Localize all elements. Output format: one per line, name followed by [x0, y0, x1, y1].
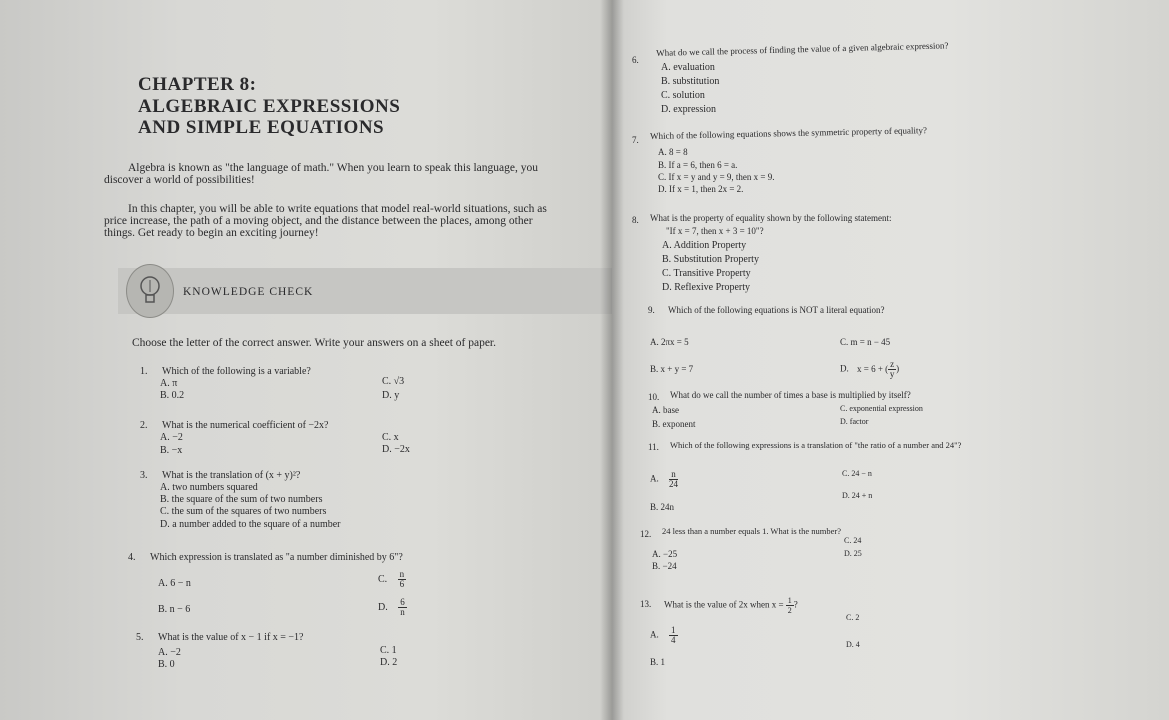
question-number: 11.: [648, 442, 659, 452]
choice-a: A. 2πx = 5: [650, 337, 689, 347]
choice-c: C. 24 − n: [842, 469, 872, 478]
numerator: n: [669, 470, 678, 480]
choice-c: C. 24: [844, 536, 862, 545]
numerator: n: [399, 569, 405, 579]
question-text: Which of the following equations shows the symmetric property of equality?: [650, 125, 928, 141]
choice-b: B. 0: [158, 659, 175, 670]
choice-a: A. π: [160, 378, 178, 389]
choice-d: D. If x = 1, then 2x = 2.: [658, 184, 744, 194]
choice-a: A. 6 − n: [158, 578, 191, 589]
intro-text: price increase, the path of a moving object, and the distance between the places, among other: [104, 215, 533, 227]
choice-a: A. −2: [160, 432, 183, 443]
knowledge-check-heading: KNOWLEDGE CHECK: [183, 286, 314, 298]
numerator: 1: [787, 596, 792, 605]
choice-b: B. 1: [650, 657, 666, 667]
choice-d: [840, 360, 899, 379]
denominator: 24: [669, 479, 678, 489]
choice-c: C. solution: [661, 90, 705, 101]
instructions: Choose the letter of the correct answer. Write your answers on a sheet of paper.: [132, 337, 497, 349]
question-text: What is the value of x − 1 if x = −1?: [158, 632, 304, 643]
book-spine-shadow: [600, 0, 624, 720]
denominator: n: [400, 607, 405, 617]
choice-c: C. the sum of the squares of two numbers: [160, 506, 327, 517]
choice-b: B. exponent: [652, 419, 696, 429]
denominator: 4: [671, 635, 676, 645]
choice-c: C. If x = y and y = 9, then x = 9.: [658, 172, 775, 182]
right-page: [612, 0, 1169, 720]
question-text: Which of the following is a variable?: [162, 366, 311, 377]
choice-d: D. a number added to the square of a number: [160, 519, 341, 530]
choice-c: C. 2: [846, 613, 860, 622]
chapter-title-line1: ALGEBRAIC EXPRESSIONS: [138, 96, 401, 117]
question-number: 4.: [128, 552, 136, 563]
choice-label: D.: [378, 601, 388, 613]
choice-c: C. x: [382, 432, 399, 443]
choice-b: B. substitution: [661, 76, 720, 87]
choice-d: D. expression: [661, 104, 716, 115]
fraction: [888, 360, 896, 379]
choice-b: B. n − 6: [158, 604, 191, 615]
choice-c: C. m = n − 45: [840, 337, 891, 347]
question-number: 6.: [632, 55, 639, 65]
choice-a: A. Addition Property: [662, 240, 747, 251]
choice-b: B. Substitution Property: [662, 254, 759, 265]
question-number: 13.: [640, 599, 652, 609]
choice-d: D. Reflexive Property: [662, 282, 751, 293]
expression: ): [896, 363, 900, 374]
choice-c: C. √3: [382, 376, 405, 387]
intro-text: In this chapter, you will be able to write equations that model real-world situations, such as: [128, 203, 547, 215]
numerator: 1: [671, 625, 676, 635]
choice-c: C. Transitive Property: [662, 268, 751, 279]
question-number: 12.: [640, 529, 652, 539]
question-text: What is the value of 2x when x = $\frac{1}{2}$ ?: [664, 596, 798, 615]
choice-label: A.: [650, 629, 659, 640]
expression: x = 6 + (: [857, 363, 889, 374]
choice-b: B. −x: [160, 445, 183, 456]
fraction: [669, 470, 678, 489]
question-text: What do we call the number of times a base is multiplied by itself?: [670, 390, 911, 400]
question-number: 2.: [140, 420, 148, 431]
choice-b: B. 0.2: [160, 390, 185, 401]
fraction: [398, 570, 407, 589]
choice-d: D. factor: [840, 417, 869, 426]
denominator: 6: [399, 579, 405, 589]
choice-d: D. 24 + n: [842, 491, 873, 500]
fraction: [398, 598, 407, 617]
fraction: [786, 596, 794, 615]
question-text: Which expression is translated as "a number diminished by 6"?: [150, 552, 403, 563]
choice-d: D. 25: [844, 549, 862, 558]
question-number: 9.: [648, 305, 655, 315]
choice-d: D. y: [382, 390, 400, 401]
choice-label: C.: [378, 573, 388, 585]
intro-text: Algebra is known as "the language of math." When you learn to speak this language, you: [128, 162, 538, 174]
question-text: What is the translation of (x + y)²?: [162, 470, 301, 481]
choice-b: B. x + y = 7: [650, 364, 694, 374]
denominator: y: [889, 369, 895, 379]
question-number: 3.: [140, 470, 148, 481]
question-text: Which of the following expressions is a translation of "the ratio of a number and 24"?: [670, 440, 962, 450]
choice-d: D. 2: [380, 657, 398, 668]
question-text: What is the value of 2x when x =: [664, 599, 784, 610]
choice-b: B. −24: [652, 561, 677, 571]
choice-a: [650, 626, 678, 645]
question-number: 5.: [136, 632, 144, 643]
question-text: 24 less than a number equals 1. What is the number?: [662, 526, 842, 536]
question-number: 7.: [632, 135, 639, 145]
chapter-title-line2: AND SIMPLE EQUATIONS: [138, 117, 385, 138]
question-text-continued: "If x = 7, then x + 3 = 10"?: [666, 226, 764, 236]
choice-a: A. two numbers squared: [160, 482, 258, 493]
choice-b: B. If a = 6, then 6 = a.: [658, 160, 738, 170]
choice-a: A. evaluation: [661, 62, 715, 73]
choice-d: D. 4: [846, 640, 860, 649]
numerator: z: [890, 359, 895, 369]
choice-d: [378, 598, 407, 617]
choice-a: A. 8 = 8: [658, 147, 688, 157]
question-number: 8.: [632, 215, 639, 225]
choice-d: D. −2x: [382, 444, 410, 455]
question-number: 10.: [648, 392, 660, 402]
intro-text: discover a world of possibilities!: [104, 174, 255, 186]
choice-a: A. base: [652, 405, 679, 415]
choice-a: A. −25: [652, 549, 678, 559]
denominator: 2: [787, 606, 792, 615]
choice-c: C. 1: [380, 645, 397, 656]
choice-b: B. 24n: [650, 502, 675, 512]
choice-label: A.: [650, 473, 659, 484]
question-text: Which of the following equations is NOT a literal equation?: [668, 305, 885, 315]
choice-c: C. exponential expression: [840, 404, 923, 413]
choice-c: [378, 570, 406, 589]
choice-a: [650, 470, 678, 489]
numerator: 6: [400, 597, 405, 607]
lightbulb-icon: [126, 264, 174, 318]
choice-label: D.: [840, 363, 849, 374]
question-text: What is the numerical coefficient of −2x?: [162, 420, 329, 431]
fraction: [669, 626, 678, 645]
choice-a: A. −2: [158, 647, 181, 658]
chapter-label: CHAPTER 8:: [138, 74, 257, 95]
question-number: 1.: [140, 366, 148, 377]
choice-b: B. the square of the sum of two numbers: [160, 494, 323, 505]
intro-text: things. Get ready to begin an exciting journey!: [104, 227, 319, 239]
question-text: What do we call the process of finding the value of a given algebraic expression?: [656, 40, 949, 58]
question-text: What is the property of equality shown by the following statement:: [650, 213, 892, 223]
